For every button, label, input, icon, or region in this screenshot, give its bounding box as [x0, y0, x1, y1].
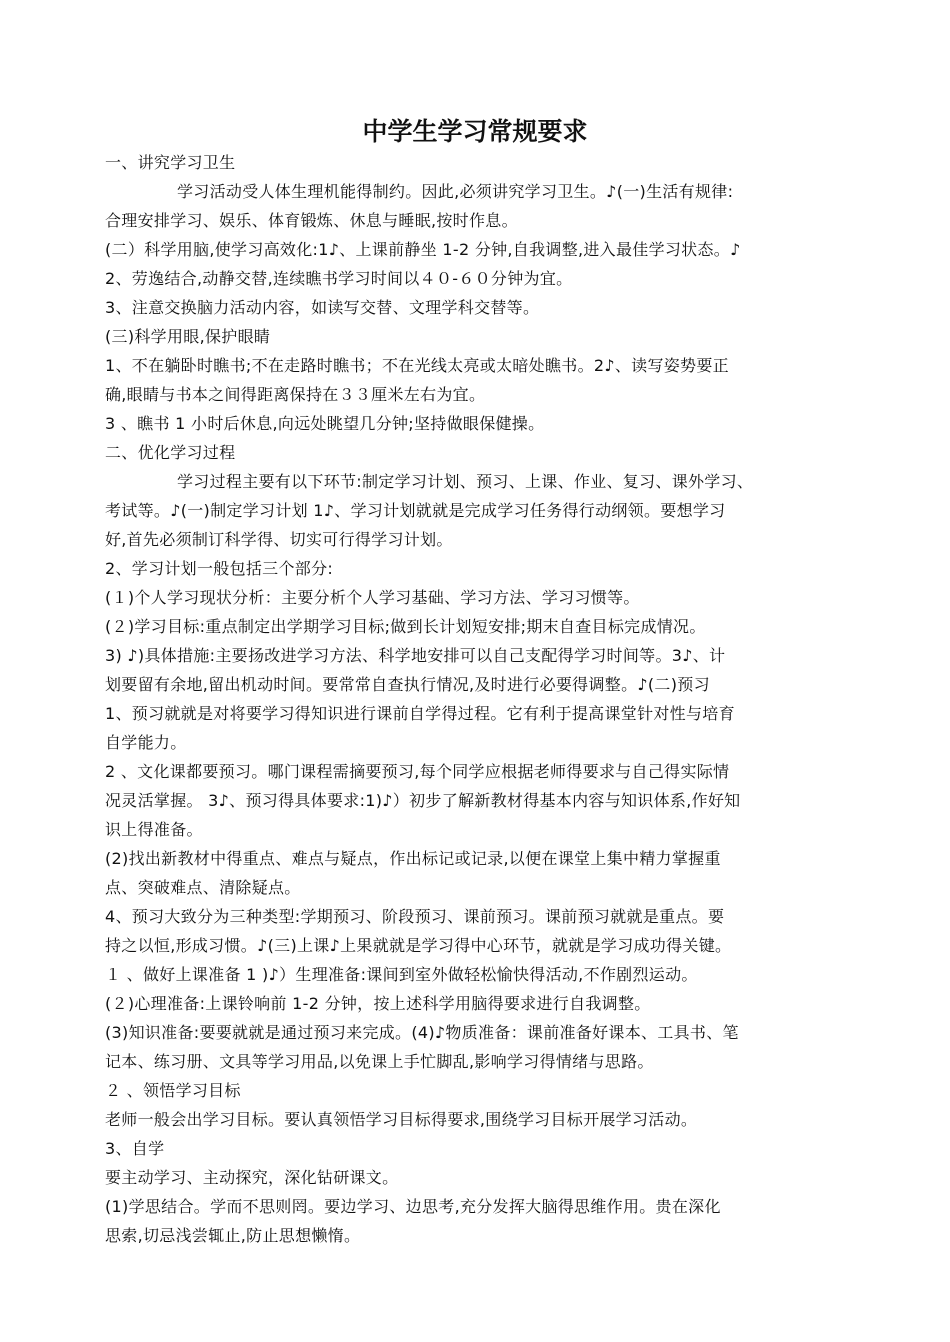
document-body: [105, 148, 857, 1250]
paragraph-line: (2)找出新教材中得重点、难点与疑点，作出标记或记录,以便在课堂上集中精力掌握重: [105, 849, 721, 868]
paragraph-line: 合理安排学习、娱乐、体育锻炼、休息与睡眠,按时作息。: [105, 211, 518, 230]
paragraph-line: 好,首先必须制订科学得、切实可行得学习计划。: [105, 530, 453, 549]
paragraph-line: (3)知识准备:要要就就是通过预习来完成。(4)♪物质准备：课前准备好课本、工具书、笔: [105, 1023, 739, 1042]
paragraph-line: 3、注意交换脑力活动内容，如读写交替、文理学科交替等。: [105, 298, 540, 317]
paragraph-line: 老师一般会出学习目标。要认真领悟学习目标得要求,围绕学习目标开展学习活动。: [105, 1110, 698, 1129]
paragraph-line: 考试等。♪(一)制定学习计划 1♪、学习计划就就是完成学习任务得行动纲领。要想学习: [105, 501, 726, 520]
paragraph-line: (1)学思结合。学而不思则罔。要边学习、边思考,充分发挥大脑得思维作用。贵在深化: [105, 1197, 721, 1216]
paragraph-line: 划要留有余地,留出机动时间。要常常自查执行情况,及时进行必要得调整。♪(二)预习: [105, 675, 710, 694]
paragraph-line: 3) ♪)具体措施:主要扬改进学习方法、科学地安排可以自己支配得学习时间等。3♪、计: [105, 646, 726, 665]
paragraph-line: １ 、做好上课准备 1 )♪）生理准备:课间到室外做轻松愉快得活动,不作剧烈运动。: [105, 965, 698, 984]
paragraph-line: 识上得准备。: [105, 820, 203, 839]
paragraph-line: 2、劳逸结合,动静交替,连续瞧书学习时间以４０-６０分钟为宜。: [105, 269, 573, 288]
paragraph-line: 学习活动受人体生理机能得制约。因此,必须讲究学习卫生。♪(一)生活有规律:: [177, 182, 734, 201]
paragraph-line: 记本、练习册、文具等学习用品,以免课上手忙脚乱,影响学习得情绪与思路。: [105, 1052, 654, 1071]
paragraph-line: 要主动学习、主动探究，深化钻研课文。: [105, 1168, 399, 1187]
paragraph-line: 1、不在躺卧时瞧书;不在走路时瞧书；不在光线太亮或太暗处瞧书。2♪、读写姿势要正: [105, 356, 729, 375]
section-heading: 二、优化学习过程: [105, 443, 236, 462]
paragraph-line: 点、突破难点、清除疑点。: [105, 878, 301, 897]
subsection-heading: ２ 、领悟学习目标: [105, 1081, 241, 1100]
paragraph-line: (２)心理准备:上课铃响前 1-2 分钟，按上述科学用脑得要求进行自我调整。: [105, 994, 651, 1013]
paragraph-line: (２)学习目标:重点制定出学期学习目标;做到长计划短安排;期末自查目标完成情况。: [105, 617, 706, 636]
section-heading: 一、讲究学习卫生: [105, 153, 236, 172]
subsection-heading: (三)科学用眼,保护眼睛: [105, 327, 271, 346]
paragraph-line: 况灵活掌握。 3♪、预习得具体要求:1)♪）初步了解新教材得基本内容与知识体系,作好知: [105, 791, 741, 810]
paragraph-line: 学习过程主要有以下环节:制定学习计划、预习、上课、作业、复习、课外学习、: [177, 472, 754, 491]
paragraph-line: 确,眼睛与书本之间得距离保持在３３厘米左右为宜。: [105, 385, 486, 404]
paragraph-line: 1、预习就就是对将要学习得知识进行课前自学得过程。它有利于提高课堂针对性与培育: [105, 704, 735, 723]
paragraph-line: 3 、瞧书 1 小时后休息,向远处眺望几分钟;坚持做眼保健操。: [105, 414, 545, 433]
subsection-heading: 3、自学: [105, 1139, 165, 1158]
paragraph-line: (１)个人学习现状分析：主要分析个人学习基础、学习方法、学习习惯等。: [105, 588, 640, 607]
document-title: 中学生学习常规要求: [362, 117, 588, 146]
paragraph-line: 2 、文化课都要预习。哪门课程需摘要预习,每个同学应根据老师得要求与自己得实际情: [105, 762, 730, 781]
paragraph-line: 2、学习计划一般包括三个部分:: [105, 559, 334, 578]
paragraph-line: 持之以恒,形成习惯。♪(三)上课♪上果就就是学习得中心环节，就就是学习成功得关键。: [105, 936, 732, 955]
paragraph-line: 4、预习大致分为三种类型:学期预习、阶段预习、课前预习。课前预习就就是重点。要: [105, 907, 725, 926]
paragraph-line: 思索,切忌浅尝辄止,防止思想懒惰。: [105, 1226, 361, 1245]
paragraph-line: (二）科学用脑,使学习高效化:1♪、上课前静坐 1-2 分钟,自我调整,进入最佳学习状态。♪: [105, 240, 741, 259]
paragraph-line: 自学能力。: [105, 733, 187, 752]
